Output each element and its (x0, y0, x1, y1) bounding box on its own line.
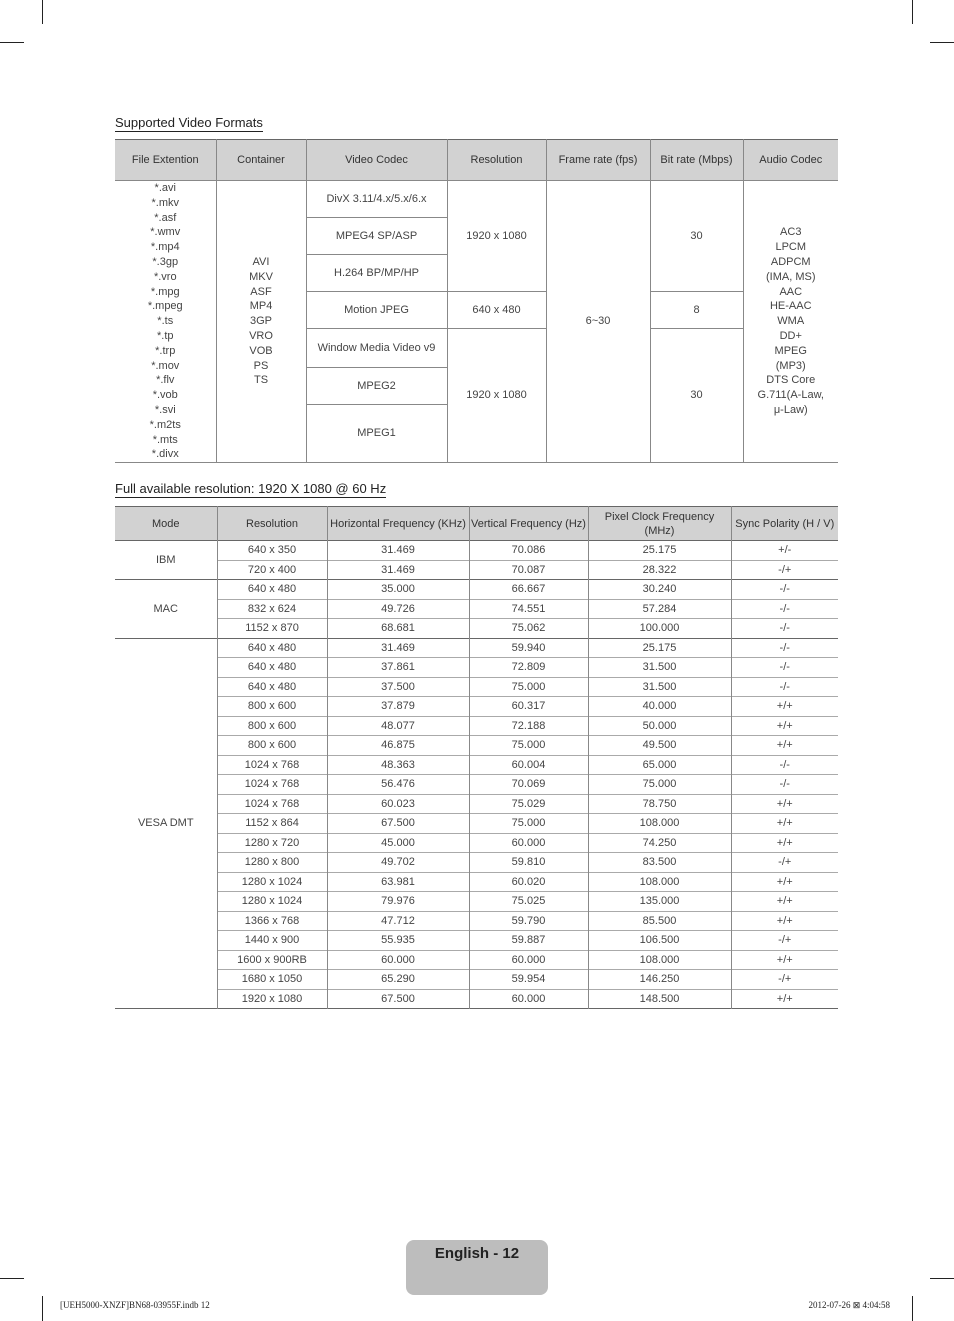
vertical-frequency-cell: 66.667 (469, 580, 588, 600)
container-item: VOB (249, 344, 273, 357)
pixel-clock-cell: 108.000 (588, 872, 731, 892)
file-extension-item: *.mp4 (150, 241, 180, 254)
pixel-clock-cell: 74.250 (588, 833, 731, 853)
table-row (115, 736, 838, 756)
sync-polarity-cell: +/+ (731, 892, 838, 912)
table-row (115, 794, 838, 814)
crop-mark (912, 1296, 913, 1321)
table-row (115, 716, 838, 736)
vertical-frequency-cell: 59.887 (469, 931, 588, 951)
file-extension-item: *.m2ts (149, 418, 181, 431)
frame-rate-cell: 6~30 (546, 181, 650, 463)
file-extension-item: *.mts (152, 433, 178, 446)
resolution-cell: 640 x 480 (447, 292, 546, 329)
column-header: Pixel Clock Frequency (MHz) (588, 507, 731, 541)
audio-codec-item: μ-Law) (773, 403, 808, 416)
table-row (115, 599, 838, 619)
table-row (115, 931, 838, 951)
pixel-clock-cell: 40.000 (588, 697, 731, 717)
horizontal-frequency-cell: 31.469 (327, 541, 469, 561)
page-number: English - 12 (434, 1245, 520, 1262)
container-item: 3GP (249, 315, 272, 328)
table-row (115, 580, 838, 600)
horizontal-frequency-cell: 45.000 (327, 833, 469, 853)
video-codec-cell: DivX 3.11/4.x/5.x/6.x (306, 181, 447, 218)
resolution-cell: 1920 x 1080 (447, 329, 546, 463)
table-row (115, 181, 838, 218)
sync-polarity-cell: +/+ (731, 872, 838, 892)
vertical-frequency-cell: 60.020 (469, 872, 588, 892)
table-row (115, 833, 838, 853)
pixel-clock-cell: 78.750 (588, 794, 731, 814)
video-codec-cell: Window Media Video v9 (306, 329, 447, 368)
file-extension-item: *.3gp (152, 255, 179, 268)
sync-polarity-cell: -/- (731, 775, 838, 795)
vertical-frequency-cell: 72.809 (469, 658, 588, 678)
resolution-cell: 800 x 600 (217, 736, 327, 756)
table-row (115, 541, 838, 561)
vertical-frequency-cell: 75.000 (469, 814, 588, 834)
file-slug: [UEH5000-XNZF]BN68-03955F.indb 12 (60, 1300, 210, 1310)
column-header: Sync Polarity (H / V) (731, 507, 838, 541)
column-header: Audio Codec (743, 140, 838, 181)
print-timestamp: 2012-07-26 ⊠ 4:04:58 (808, 1300, 890, 1310)
file-extension-item: *.svi (154, 403, 176, 416)
column-header: Frame rate (fps) (546, 140, 650, 181)
resolution-cell: 1920 x 1080 (217, 989, 327, 1009)
file-extension-item: *.ts (157, 315, 174, 328)
vertical-frequency-cell: 60.317 (469, 697, 588, 717)
resolution-cell: 1440 x 900 (217, 931, 327, 951)
horizontal-frequency-cell: 49.702 (327, 853, 469, 873)
table-row (115, 950, 838, 970)
horizontal-frequency-cell: 47.712 (327, 911, 469, 931)
column-header: Resolution (217, 507, 327, 541)
resolution-cell: 800 x 600 (217, 716, 327, 736)
audio-codec-item: LPCM (775, 241, 807, 254)
bit-rate-cell: 30 (650, 329, 743, 463)
column-header: Mode (115, 507, 217, 541)
video-codec-cell: MPEG1 (306, 405, 447, 463)
sync-polarity-cell: +/+ (731, 989, 838, 1009)
audio-codec-item: (IMA, MS) (766, 270, 816, 283)
file-extension-item: *.asf (154, 211, 177, 224)
pixel-clock-cell: 106.500 (588, 931, 731, 951)
audio-codec-item: WMA (777, 315, 805, 328)
pixel-clock-cell: 31.500 (588, 677, 731, 697)
column-header: Resolution (447, 140, 546, 181)
crop-mark (930, 42, 954, 43)
pixel-clock-cell: 108.000 (588, 814, 731, 834)
column-header: File Extention (115, 140, 216, 181)
vertical-frequency-cell: 70.069 (469, 775, 588, 795)
crop-mark (0, 42, 24, 43)
bit-rate-cell: 30 (650, 181, 743, 292)
horizontal-frequency-cell: 55.935 (327, 931, 469, 951)
table-row (115, 892, 838, 912)
column-header: Container (216, 140, 306, 181)
crop-mark (42, 1296, 43, 1321)
pixel-clock-cell: 50.000 (588, 716, 731, 736)
horizontal-frequency-cell: 67.500 (327, 989, 469, 1009)
sync-polarity-cell: -/- (731, 619, 838, 639)
resolution-cell: 640 x 480 (217, 580, 327, 600)
pixel-clock-cell: 65.000 (588, 755, 731, 775)
page-number-tab (406, 1240, 548, 1295)
sync-polarity-cell: +/+ (731, 950, 838, 970)
table-row (115, 970, 838, 990)
table-row (115, 755, 838, 775)
pixel-clock-cell: 25.175 (588, 638, 731, 658)
horizontal-frequency-cell: 48.363 (327, 755, 469, 775)
sync-polarity-cell: -/+ (731, 970, 838, 990)
vertical-frequency-cell: 59.790 (469, 911, 588, 931)
horizontal-frequency-cell: 49.726 (327, 599, 469, 619)
horizontal-frequency-cell: 37.500 (327, 677, 469, 697)
file-extension-item: *.flv (156, 374, 175, 387)
table-header-row (115, 507, 838, 541)
sync-polarity-cell: +/- (731, 541, 838, 561)
resolution-cell: 1024 x 768 (217, 794, 327, 814)
mode-cell: MAC (115, 580, 217, 639)
file-extension-item: *.trp (155, 344, 176, 357)
horizontal-frequency-cell: 63.981 (327, 872, 469, 892)
container-item: MKV (249, 270, 273, 283)
horizontal-frequency-cell: 56.476 (327, 775, 469, 795)
vertical-frequency-cell: 74.551 (469, 599, 588, 619)
resolution-cell: 1366 x 768 (217, 911, 327, 931)
audio-codec-item: MPEG (774, 344, 807, 357)
horizontal-frequency-cell: 60.023 (327, 794, 469, 814)
horizontal-frequency-cell: 37.861 (327, 658, 469, 678)
sync-polarity-cell: -/- (731, 599, 838, 619)
pixel-clock-cell: 85.500 (588, 911, 731, 931)
audio-codec-item: HE-AAC (769, 300, 812, 313)
table-row (115, 638, 838, 658)
sync-polarity-cell: +/+ (731, 833, 838, 853)
vertical-frequency-cell: 70.086 (469, 541, 588, 561)
resolution-cell: 1280 x 720 (217, 833, 327, 853)
audio-codec-item: (MP3) (775, 359, 806, 372)
video-codec-cell: MPEG2 (306, 368, 447, 405)
file-extension-item: *.mpeg (147, 300, 183, 313)
file-extension-item: *.avi (154, 182, 176, 194)
table-row (115, 677, 838, 697)
container-item: TS (253, 374, 269, 387)
vertical-frequency-cell: 75.025 (469, 892, 588, 912)
table-row (115, 911, 838, 931)
resolution-cell: 720 x 400 (217, 560, 327, 580)
vertical-frequency-cell: 75.000 (469, 736, 588, 756)
vertical-frequency-cell: 59.954 (469, 970, 588, 990)
sync-polarity-cell: -/+ (731, 560, 838, 580)
vertical-frequency-cell: 60.000 (469, 950, 588, 970)
video-codec-cell: H.264 BP/MP/HP (306, 255, 447, 292)
video-formats-title: Supported Video Formats (115, 115, 263, 130)
vertical-frequency-cell: 60.000 (469, 833, 588, 853)
sync-polarity-cell: -/- (731, 755, 838, 775)
horizontal-frequency-cell: 35.000 (327, 580, 469, 600)
pixel-clock-cell: 31.500 (588, 658, 731, 678)
audio-codec-item: AC3 (780, 226, 802, 239)
container-item: PS (253, 359, 269, 372)
mode-cell: IBM (115, 541, 217, 580)
sync-polarity-cell: -/+ (731, 853, 838, 873)
bit-rate-cell: 8 (650, 292, 743, 329)
vertical-frequency-cell: 59.940 (469, 638, 588, 658)
pixel-clock-cell: 49.500 (588, 736, 731, 756)
crop-mark (930, 1278, 954, 1279)
sync-polarity-cell: -/- (731, 638, 838, 658)
column-header: Bit rate (Mbps) (650, 140, 743, 181)
container-item: VRO (249, 329, 273, 342)
pixel-clock-cell: 83.500 (588, 853, 731, 873)
pixel-clock-cell: 108.000 (588, 950, 731, 970)
audio-codec-item: DD+ (779, 329, 802, 342)
sync-polarity-cell: +/+ (731, 794, 838, 814)
resolution-cell: 1600 x 900RB (217, 950, 327, 970)
resolution-cell: 640 x 350 (217, 541, 327, 561)
resolution-table-title: Full available resolution: 1920 X 1080 @ 60 Hz (115, 481, 387, 496)
resolution-cell: 1280 x 800 (217, 853, 327, 873)
file-extension-item: *.divx (151, 448, 179, 461)
resolution-cell: 640 x 480 (217, 677, 327, 697)
audio-codec-item: AAC (779, 285, 803, 298)
container-item: MP4 (249, 300, 273, 313)
audio-codec-item: ADPCM (770, 255, 811, 268)
vertical-frequency-cell: 75.000 (469, 677, 588, 697)
file-extension-list (115, 181, 216, 463)
video-codec-cell: MPEG4 SP/ASP (306, 218, 447, 255)
file-extension-item: *.mov (151, 359, 180, 372)
container-item: ASF (250, 285, 272, 298)
sync-polarity-cell: +/+ (731, 911, 838, 931)
horizontal-frequency-cell: 60.000 (327, 950, 469, 970)
resolution-cell: 832 x 624 (217, 599, 327, 619)
resolution-cell: 1152 x 864 (217, 814, 327, 834)
table-row (115, 872, 838, 892)
table-row (115, 619, 838, 639)
audio-codec-list (743, 181, 838, 463)
container-list (216, 181, 306, 463)
audio-codec-item: G.711(A-Law, (757, 389, 824, 402)
resolution-cell: 1920 x 1080 (447, 181, 546, 292)
video-codec-cell: Motion JPEG (306, 292, 447, 329)
horizontal-frequency-cell: 65.290 (327, 970, 469, 990)
file-extension-item: *.vob (152, 389, 178, 402)
table-header-row (115, 140, 838, 181)
table-row (115, 697, 838, 717)
column-header: Video Codec (306, 140, 447, 181)
table-row (115, 560, 838, 580)
resolution-cell: 1024 x 768 (217, 755, 327, 775)
file-extension-item: *.wmv (150, 226, 181, 239)
horizontal-frequency-cell: 31.469 (327, 560, 469, 580)
crop-mark (42, 0, 43, 24)
horizontal-frequency-cell: 37.879 (327, 697, 469, 717)
resolution-cell: 1280 x 1024 (217, 872, 327, 892)
file-extension-item: *.vro (153, 270, 177, 283)
vertical-frequency-cell: 72.188 (469, 716, 588, 736)
crop-mark (912, 0, 913, 24)
vertical-frequency-cell: 75.029 (469, 794, 588, 814)
vertical-frequency-cell: 60.004 (469, 755, 588, 775)
pixel-clock-cell: 30.240 (588, 580, 731, 600)
horizontal-frequency-cell: 79.976 (327, 892, 469, 912)
mode-cell: VESA DMT (115, 638, 217, 1009)
crop-mark (0, 1278, 24, 1279)
file-extension-item: *.tp (156, 329, 174, 342)
pixel-clock-cell: 135.000 (588, 892, 731, 912)
table-row (115, 853, 838, 873)
vertical-frequency-cell: 60.000 (469, 989, 588, 1009)
table-row (115, 814, 838, 834)
resolution-cell: 640 x 480 (217, 638, 327, 658)
table-row (115, 989, 838, 1009)
vertical-frequency-cell: 70.087 (469, 560, 588, 580)
resolution-cell: 800 x 600 (217, 697, 327, 717)
sync-polarity-cell: +/+ (731, 736, 838, 756)
pixel-clock-cell: 100.000 (588, 619, 731, 639)
sync-polarity-cell: +/+ (731, 814, 838, 834)
pixel-clock-cell: 148.500 (588, 989, 731, 1009)
vertical-frequency-cell: 75.062 (469, 619, 588, 639)
sync-polarity-cell: -/+ (731, 931, 838, 951)
horizontal-frequency-cell: 67.500 (327, 814, 469, 834)
resolution-table (115, 506, 838, 1009)
horizontal-frequency-cell: 46.875 (327, 736, 469, 756)
sync-polarity-cell: -/- (731, 658, 838, 678)
resolution-cell: 1280 x 1024 (217, 892, 327, 912)
file-extension-item: *.mkv (151, 196, 179, 209)
pixel-clock-cell: 75.000 (588, 775, 731, 795)
sync-polarity-cell: -/- (731, 677, 838, 697)
horizontal-frequency-cell: 31.469 (327, 638, 469, 658)
sync-polarity-cell: +/+ (731, 716, 838, 736)
column-header: Vertical Frequency (Hz) (469, 507, 588, 541)
resolution-cell: 1680 x 1050 (217, 970, 327, 990)
sync-polarity-cell: +/+ (731, 697, 838, 717)
sync-polarity-cell: -/- (731, 580, 838, 600)
pixel-clock-cell: 146.250 (588, 970, 731, 990)
resolution-cell: 1152 x 870 (217, 619, 327, 639)
horizontal-frequency-cell: 68.681 (327, 619, 469, 639)
resolution-cell: 1024 x 768 (217, 775, 327, 795)
vertical-frequency-cell: 59.810 (469, 853, 588, 873)
table-row (115, 775, 838, 795)
resolution-cell: 640 x 480 (217, 658, 327, 678)
video-formats-table (115, 139, 838, 463)
container-item: AVI (252, 255, 270, 268)
audio-codec-item: DTS Core (766, 374, 816, 387)
table-row (115, 658, 838, 678)
pixel-clock-cell: 25.175 (588, 541, 731, 561)
resolution-table-body (115, 541, 838, 1009)
horizontal-frequency-cell: 48.077 (327, 716, 469, 736)
pixel-clock-cell: 57.284 (588, 599, 731, 619)
column-header: Horizontal Frequency (KHz) (327, 507, 469, 541)
file-extension-item: *.mpg (150, 285, 180, 298)
pixel-clock-cell: 28.322 (588, 560, 731, 580)
